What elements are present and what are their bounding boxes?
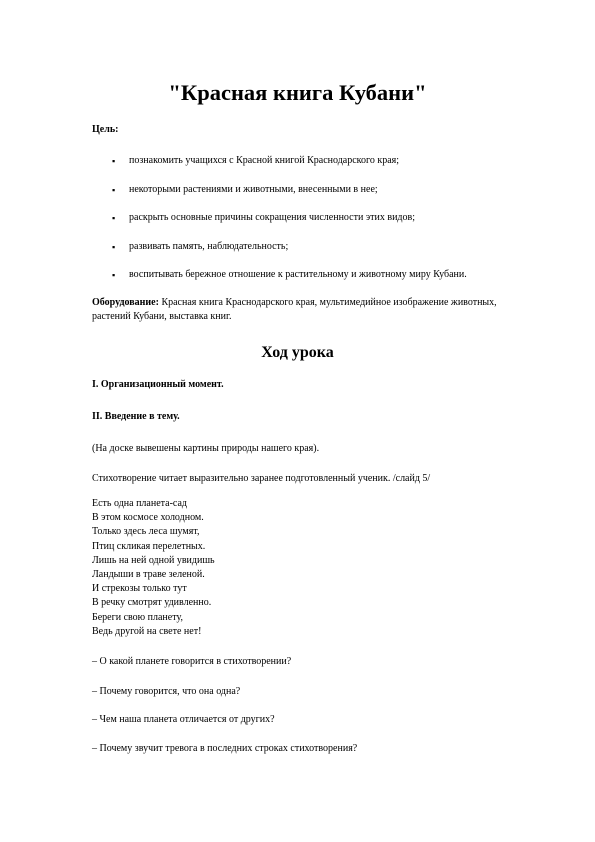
goal-text: познакомить учащихся с Красной книгой Краснодарского края; (129, 155, 400, 166)
goal-item (0, 154, 595, 168)
equipment-text: Красная книга Краснодарского края, мультимедийное изображение животных, растений Кубани, выставка книг. (92, 297, 497, 322)
goal-item (0, 183, 595, 197)
question: – Чем наша планета отличается от других? (92, 714, 275, 725)
poem-line: Есть одна планета-сад (92, 498, 187, 509)
poem-line: Птиц скликая перелетных. (92, 540, 206, 552)
equipment-label: Оборудование: (92, 297, 159, 308)
poem-line: Ландыши в траве зеленой. (92, 569, 205, 581)
bullet-icon: ▪ (112, 270, 116, 280)
goal-text: раскрыть основные причины сокращения численности этих видов; (129, 212, 416, 223)
board-note: (На доске вывешены картины природы нашего края). (92, 443, 320, 454)
question: – О какой планете говорится в стихотворении? (92, 656, 292, 667)
goal-item (0, 211, 595, 225)
document-title: "Красная книга Кубани" (168, 80, 427, 105)
bullet-icon: ▪ (112, 156, 116, 166)
question: – Почему говорится, что она одна? (92, 686, 241, 697)
goal-item (0, 240, 595, 254)
goal-text: воспитывать бережное отношение к растительному и животному миру Кубани. (129, 269, 467, 280)
goal-label: Цель: (92, 124, 119, 135)
question: – Почему звучит тревога в последних строках стихотворения? (92, 743, 358, 754)
bullet-icon: ▪ (112, 242, 116, 252)
section-heading-1: I. Организационный момент. (92, 379, 224, 390)
poem-line: В этом космосе холодном. (92, 512, 204, 524)
goal-item (0, 268, 595, 282)
poem (92, 497, 215, 639)
poem-line: И стрекозы только тут (92, 583, 187, 595)
goal-text: развивать память, наблюдательность; (129, 241, 289, 252)
poem-line: Лишь на ней одной увидишь (92, 554, 215, 566)
bullet-icon: ▪ (112, 213, 116, 223)
equipment-paragraph (92, 296, 522, 324)
poem-intro: Стихотворение читает выразительно заранее подготовленный ученик. /слайд 5/ (92, 473, 431, 484)
section-heading-2: II. Введение в тему. (92, 411, 180, 422)
lesson-heading: Ход урока (261, 344, 334, 361)
poem-line: Береги свою планету, (92, 611, 183, 623)
poem-line: Ведь другой на свете нет! (92, 625, 202, 637)
goal-text: некоторыми растениями и животными, внесенными в нее; (129, 184, 378, 195)
poem-line: В речку смотрят удивленно. (92, 597, 212, 609)
poem-line: Только здесь леса шумят, (92, 526, 200, 538)
bullet-icon: ▪ (112, 185, 116, 195)
